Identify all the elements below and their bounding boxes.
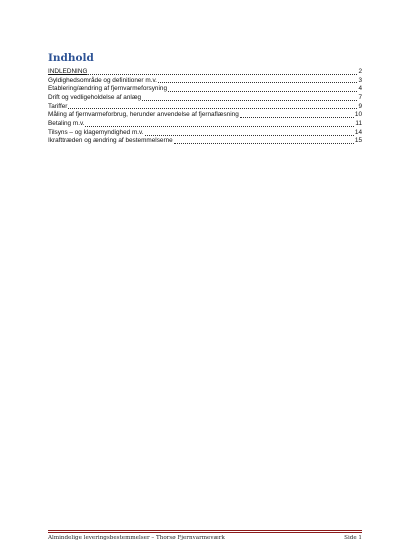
toc-heading: Indhold (48, 52, 94, 64)
dot-leader (88, 74, 357, 75)
toc-entry-title: INDLEDNING (48, 67, 88, 75)
dot-leader (142, 100, 357, 101)
dot-leader (168, 91, 357, 92)
toc-entry-gyldighedsomraade[interactable] (48, 77, 362, 86)
toc-entry-page: 15 (354, 137, 362, 145)
toc-entry-title: Etablering/ændring af fjernvarmeforsyning (48, 85, 167, 93)
toc-entry-title: Tariffer (48, 102, 68, 110)
toc-entry-title: Drift og vedligeholdelse af anlæg (48, 94, 142, 102)
toc-entry-title: Tilsyns – og klagemyndighed m.v. (48, 128, 144, 136)
toc-entry-title: Betaling m.v. (48, 120, 85, 128)
toc-entry-betaling[interactable] (48, 120, 362, 129)
toc-entry-etablering[interactable] (48, 85, 362, 94)
toc-entry-page: 3 (358, 76, 362, 84)
toc-entry-maaling[interactable] (48, 111, 362, 120)
toc-entry-drift[interactable] (48, 94, 362, 103)
dot-leader (85, 126, 354, 127)
footer-page-number: Side 1 (344, 535, 362, 541)
dot-leader (158, 82, 358, 83)
table-of-contents (48, 68, 362, 146)
toc-entry-page: 2 (358, 67, 362, 75)
footer-document-title: Almindelige leveringsbestemmelser – Thorsø Fjernvarmeværk (48, 535, 225, 541)
toc-entry-page: 11 (355, 120, 362, 128)
toc-entry-page: 7 (358, 94, 362, 102)
dot-leader (174, 143, 354, 144)
toc-entry-page: 9 (358, 102, 362, 110)
toc-entry-page: 10 (354, 111, 362, 119)
toc-entry-title: Ikrafttræden og ændring af bestemmelserne (48, 137, 173, 145)
toc-entry-indledning[interactable] (48, 68, 362, 77)
toc-entry-title: Måling af fjernvarmeforbrug, herunder anvendelse af fjernaflæsning (48, 111, 239, 119)
dot-leader (240, 117, 354, 118)
toc-entry-ikrafttraeden[interactable] (48, 138, 362, 147)
toc-entry-page: 4 (358, 85, 362, 93)
toc-entry-title: Gyldighedsområde og definitioner m.v. (48, 76, 157, 84)
toc-entry-tilsyn[interactable] (48, 129, 362, 138)
footer-divider-secondary (48, 532, 362, 533)
toc-entry-page: 14 (354, 128, 362, 136)
dot-leader (145, 135, 354, 136)
dot-leader (68, 108, 357, 109)
